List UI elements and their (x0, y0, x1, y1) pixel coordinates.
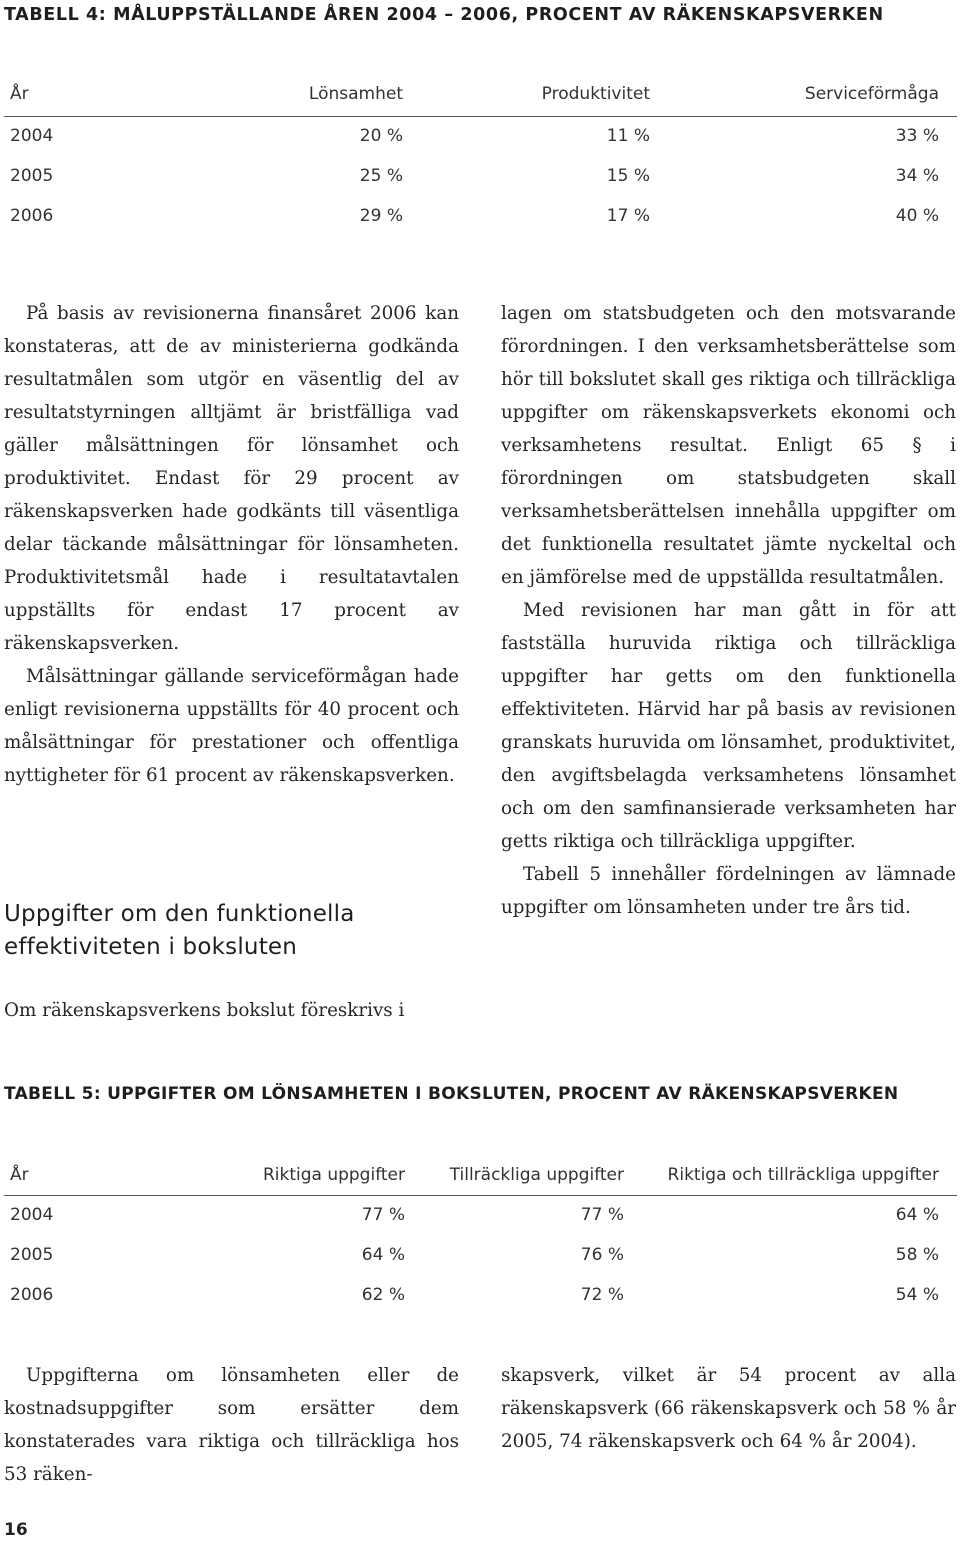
table4-cell: 2004 (10, 126, 54, 146)
table5-cell: 2006 (10, 1285, 54, 1305)
table4-cell: 40 % (895, 206, 939, 226)
table4-cell: 34 % (895, 166, 939, 186)
table4 (4, 76, 957, 236)
left-column-tail (4, 994, 459, 1027)
body-paragraph: Målsättningar gällande serviceförmågan hade enligt revisionerna uppställts för 40 procent och målsättningar för prestationer och offentliga nyttigheter för 61 procent av räkenskapsverken. (4, 666, 459, 786)
table5-title: TABELL 5: UPPGIFTER OM LÖNSAMHETEN I BOKSLUTEN, PROCENT AV RÄKENSKAPSVERKEN (4, 1084, 899, 1104)
table4-cell: 33 % (895, 126, 939, 146)
table-row (4, 1237, 957, 1277)
table5-cell: 2004 (10, 1205, 54, 1225)
table5-cell: 2005 (10, 1245, 54, 1265)
table4-cell: 11 % (606, 126, 650, 146)
right-column (501, 297, 956, 924)
table5-cell: 64 % (895, 1205, 939, 1225)
table4-header-col3: Serviceförmåga (804, 84, 939, 104)
body-paragraph: Uppgifterna om lönsamheten eller de kostnadsuppgifter som ersätter dem konstaterades vara riktiga och tillräckliga hos 53 räken- (4, 1365, 459, 1485)
table5-header-col2: Tillräckliga uppgifter (449, 1165, 624, 1185)
table-row (4, 1197, 957, 1237)
table-row (4, 198, 957, 238)
table4-header-col1: Lönsamhet (308, 84, 403, 104)
table4-header-divider (4, 116, 957, 117)
table4-cell: 20 % (359, 126, 403, 146)
table-row (4, 118, 957, 158)
table5-cell: 76 % (580, 1245, 624, 1265)
table5-header-col3: Riktiga och tillräckliga uppgifter (667, 1165, 939, 1185)
table4-cell: 29 % (359, 206, 403, 226)
bottom-left-column (4, 1359, 459, 1491)
body-paragraph: Tabell 5 innehåller fördelningen av lämnade uppgifter om lönsamheten under tre års tid. (501, 864, 956, 918)
table-row (4, 158, 957, 198)
table5-cell: 72 % (580, 1285, 624, 1305)
table5-cell: 62 % (361, 1285, 405, 1305)
body-paragraph: Med revisionen har man gått in för att fastställa huruvida riktiga och tillräckliga uppgifter har getts om den funktionella effektiviteten. Härvid har på basis av revisionen granskats huruvida om lönsamhet, produktivitet, den avgiftsbelagda verksamhetens lönsamhet och om den samfinansierade verksamheten har getts riktiga och tillräckliga uppgifter. (501, 600, 956, 852)
table5-header-row (4, 1157, 957, 1199)
body-paragraph: skapsverk, vilket är 54 procent av alla räkenskapsverk (66 räkenskapsverk och 58 % år 2005, 74 räkenskapsverk och 64 % år 2004). (501, 1365, 956, 1452)
table5-cell: 58 % (895, 1245, 939, 1265)
table5-header-year: År (10, 1165, 29, 1185)
bottom-right-column (501, 1359, 956, 1458)
body-paragraph: På basis av revisionerna finansåret 2006 kan konstateras, att de av ministerierna godkända resultatmålen som utgör en väsentlig del av resultatstyrningen alltjämt är bristfälliga vad gäller målsättningen för lönsamhet och produktivitet. Endast för 29 procent av räkenskapsverken hade godkänts till väsentliga delar täckande målsättningar för lönsamheten. Produktivitetsmål hade i resultatavtalen uppställts för endast 17 procent av räkenskapsverken. (4, 303, 459, 654)
table5-cell: 64 % (361, 1245, 405, 1265)
table4-cell: 17 % (606, 206, 650, 226)
table4-cell: 2005 (10, 166, 54, 186)
table5 (4, 1157, 957, 1317)
table5-header-divider (4, 1195, 957, 1196)
table-row (4, 1277, 957, 1317)
table5-cell: 54 % (895, 1285, 939, 1305)
table5-cell: 77 % (580, 1205, 624, 1225)
table5-header-col1: Riktiga uppgifter (262, 1165, 405, 1185)
table4-cell: 25 % (359, 166, 403, 186)
table4-title: TABELL 4: MÅLUPPSTÄLLANDE ÅREN 2004 – 2006, PROCENT AV RÄKENSKAPSVERKEN (4, 5, 884, 25)
table4-header-col2: Produktivitet (541, 84, 650, 104)
table4-header-year: År (10, 84, 29, 104)
table4-cell: 15 % (606, 166, 650, 186)
table5-cell: 77 % (361, 1205, 405, 1225)
body-paragraph: lagen om statsbudgeten och den motsvarande förordningen. I den verksamhetsberättelse som hör till bokslutet skall ges riktiga och tillräckliga uppgifter om räkenskapsverkets ekonomi och verksamhetens resultat. Enligt 65 § i förordningen om statsbudgeten skall verksamhetsberättelsen innehålla uppgifter om det funktionella resultatet jämte nyckeltal och en jämförelse med de uppställda resultatmålen. (501, 303, 956, 588)
table4-header-row (4, 76, 957, 118)
left-column (4, 297, 459, 792)
body-paragraph: Om räkenskapsverkens bokslut föreskrivs i (4, 1000, 405, 1021)
section-heading: Uppgifter om den funktionella effektiviteten i boksluten (4, 901, 355, 960)
table4-cell: 2006 (10, 206, 54, 226)
page-number: 16 (4, 1520, 28, 1540)
